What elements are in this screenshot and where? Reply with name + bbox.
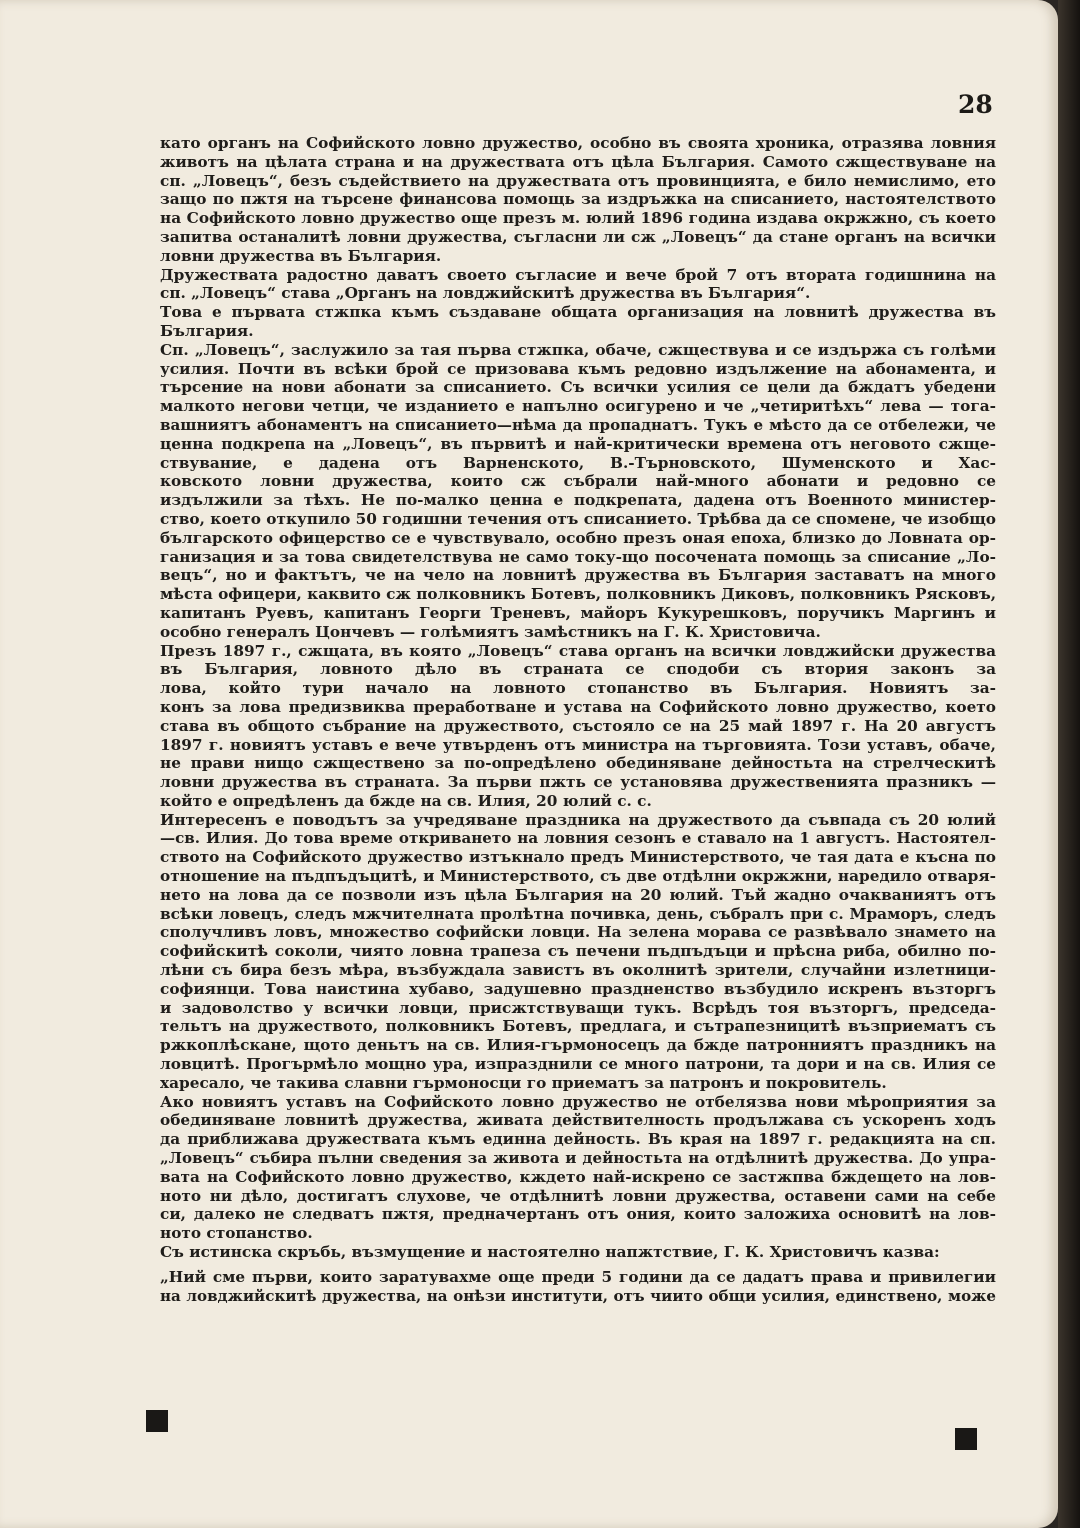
text-line: вата на Софийското ловно дружество, кждето най-искрено се застжпва бждещето на лов- xyxy=(160,1167,996,1186)
text-line: и задоволство у всички ловци, присжтствуващи тукъ. Всрѣдъ тоя възторгъ, председа- xyxy=(160,998,996,1017)
text-line: Ако новиятъ уставъ на Софийското ловно дружество не отбелязва нови мѣроприятия за xyxy=(160,1092,996,1111)
text-line: като органъ на Софийското ловно дружество, особно въ своята хроника, отразява ловния xyxy=(160,134,996,152)
text-line: на ловджийскитѣ дружества, на онѣзи институти, отъ чиито общи усилия, единствено, може xyxy=(160,1286,996,1305)
text-line: особно генералъ Цончевъ — голѣмиятъ замѣстникъ на Г. К. Христовича. xyxy=(160,622,821,641)
text-line: тельтъ на дружеството, полковникъ Ботевъ, предлага, и сътрапезницитѣ възприематъ съ xyxy=(160,1017,996,1036)
text-line: ното стопанство. xyxy=(160,1224,313,1243)
text-line: малкото негови четци, че изданието е напълно осигурено и че „четиритѣхъ“ лева — тога- xyxy=(160,397,996,416)
text-line: запитва останалитѣ ловни дружества, съгласни ли сж „Ловецъ“ да стане органъ на всички xyxy=(160,227,996,246)
text-line: не прави нищо сжществено за по-опредѣлено обединяване дейностьта на стрелческитѣ xyxy=(160,754,996,773)
text-line: софийскитѣ соколи, чиято ловна трапеза съ печени пъдпъдъци и прѣсна риба, обилно по- xyxy=(160,942,996,961)
text-line: на Софийското ловно дружество още презъ м. юлий 1896 година издава окржжно, съ което xyxy=(160,209,996,228)
text-line: Интересенъ е поводътъ за учредяване праздника на дружеството да съвпада съ 20 юлий xyxy=(160,810,996,829)
text-line: вашниятъ абонаментъ на списанието—нѣма да пропаднатъ. Тукъ е мѣсто да се отбележи, че xyxy=(160,415,996,434)
text-line: ковското ловни дружества, които сж събрали най-много абонати и редовно се xyxy=(160,472,996,491)
text-line: въ България, ловното дѣло въ страната се сподоби съ втория законъ за xyxy=(160,660,996,679)
text-line: Презъ 1897 г., сжщата, въ която „Ловецъ“ става органъ на всички ловджийски дружества xyxy=(160,641,996,660)
text-line: ценна подкрепа на „Ловецъ“, въ първитѣ и най-критически времена отъ неговото сжще- xyxy=(160,434,996,453)
text-line: 1897 г. новиятъ уставъ е вече утвърденъ отъ министра на търговията. Този уставъ, обаче, xyxy=(160,735,996,754)
text-line: всѣки ловецъ, следъ мжчителната пролѣтна почивка, день, събралъ при с. Мраморъ, следъ xyxy=(160,904,996,923)
text-line: сполучливъ ловъ, множество софийски ловци. На зелена морава се развѣвало знамето на xyxy=(160,923,996,942)
text-line: Съ истинска скръбь, възмущение и настоятелно напжтствие, Г. К. Христовичъ казва: xyxy=(160,1243,940,1262)
text-line: Дружествата радостно даватъ своето съгласие и вече брой 7 отъ втората годишнина на xyxy=(160,265,996,284)
text-line: обединяване ловнитѣ дружества, живата действителность продължава съ ускоренъ ходъ xyxy=(160,1111,996,1130)
text-line: отношение на пъдпъдъцитѣ, и Министерството, съ две отдѣлни окржжни, наредило отваря- xyxy=(160,867,996,886)
text-line: нето на лова да се позволи изъ цѣла България на 20 юлий. Тъй жадно очакваниятъ отъ xyxy=(160,885,996,904)
corner-mark-left xyxy=(146,1410,168,1432)
text-line: ржкоплѣскане, щото деньтъ на св. Илия-гърмоносецъ да бжде патронниятъ праздникъ на xyxy=(160,1036,996,1055)
text-line: сп. „Ловецъ“ става „Органъ на ловджийскитѣ дружества въ България“. xyxy=(160,284,811,303)
text-line: търсение на нови абонати за списанието. Съ всички усилия се цели да бждатъ убедени xyxy=(160,378,996,397)
text-line: животъ на цѣлата страна и на дружествата отъ цѣла България. Самото сжществуване на xyxy=(160,152,996,171)
text-line: защо по пжтя на търсене финансова помощь за издръжка на списанието, настоятелството xyxy=(160,190,996,209)
text-line: ловни дружества въ страната. За първи пжть се установява дружественията празникъ — xyxy=(160,773,996,792)
text-line: —св. Илия. До това време откриването на ловния сезонъ е ставало на 1 августъ. Настоятел- xyxy=(160,829,996,848)
page-number: 28 xyxy=(958,90,993,119)
text-line: „Ний сме първи, които заратувахме още преди 5 години да се дадатъ права и привилегии xyxy=(160,1267,996,1286)
text-line: Това е първата стжпка къмъ създаване общата организация на ловнитѣ дружества въ xyxy=(160,303,996,322)
text-line: ловцитѣ. Прогърмѣло мощно ура, изпразднили се много патрони, та дори и на св. Илия се xyxy=(160,1055,996,1074)
text-line: става въ общото събрание на дружеството, състояло се на 25 май 1897 г. На 20 августъ xyxy=(160,716,996,735)
text-line: капитанъ Руевъ, капитанъ Георги Треневъ, майоръ Кукурешковъ, поручикъ Маргинъ и xyxy=(160,603,996,622)
text-line: мѣста офицери, каквито сж полковникъ Ботевъ, полковникъ Диковъ, полковникъ Рясковъ, xyxy=(160,585,997,604)
text-line: конъ за лова предизвиква преработване и устава на Софийското ловно дружество, което xyxy=(160,697,996,716)
text-line: който е опредѣленъ да бжде на св. Илия, 20 юлий с. с. xyxy=(160,791,652,810)
text-line: да приближава дружествата къмъ единна дейность. Въ края на 1897 г. редакцията на сп. xyxy=(160,1130,996,1149)
text-line: България. xyxy=(160,321,254,340)
text-line: лѣни съ бира безъ мѣра, възбуждала завистъ въ околнитѣ зрители, случайни излетници- xyxy=(160,961,996,980)
text-line: вецъ“, но и фактътъ, че на чело на ловнитѣ дружества въ България заставатъ на много xyxy=(160,566,996,585)
text-line: усилия. Почти въ всѣки брой се призовава къмъ редовно издължение на абонамента, и xyxy=(160,359,996,378)
text-line: ството на Софийското дружество изтъкнало предъ Министерството, че тая дата е късна по xyxy=(160,848,996,867)
text-line: Сп. „Ловецъ“, заслужило за тая първа стжпка, обаче, сжществува и се издържа съ голѣми xyxy=(160,340,996,359)
text-line: ганизация и за това свидетелствува не само току-що посочената помощь за списание „Ло- xyxy=(160,547,996,566)
text-line: софиянци. Това наистина хубаво, задушевно праздненство възбудило искренъ възторгъ xyxy=(160,979,996,998)
text-line: ното ни дѣло, достигатъ слухове, че отдѣлнитѣ ловни дружества, оставени сами на себе xyxy=(160,1186,996,1205)
text-line: ство, което откупило 50 годишни течения отъ списанието. Трѣбва да се спомене, че изобщо xyxy=(160,509,996,528)
body-text xyxy=(160,134,996,1305)
text-line: българското офицерство се е чувствувало, особно презъ оная епоха, близко до Ловната ор- xyxy=(160,528,996,547)
text-line: сп. „Ловецъ“, безъ съдействието на дружествата отъ провинцията, е било немислимо, ето xyxy=(160,171,996,190)
corner-mark-right xyxy=(955,1428,977,1450)
text-line: ловни дружества въ България. xyxy=(160,246,442,265)
text-line: лова, който тури начало на ловното стопанство въ България. Новиятъ за- xyxy=(160,679,996,698)
book-edge xyxy=(1058,0,1080,1528)
text-line: издължили за тѣхъ. Не по-малко ценна е подкрепата, дадена отъ Военното министер- xyxy=(160,491,996,510)
text-line: харесало, че такива славни гърмоносци го приематъ за патронъ и покровитель. xyxy=(160,1073,887,1092)
text-line: си, далеко не следватъ пжтя, предначертанъ отъ ония, които заложиха основитѣ на лов- xyxy=(160,1205,996,1224)
text-line: „Ловецъ“ събира пълни сведения за живота и дейностьта на отдѣлнитѣ дружества. До упра- xyxy=(160,1149,996,1168)
text-line: ствувание, е дадена отъ Варненското, В.-Търновското, Шуменското и Хас- xyxy=(160,453,996,472)
